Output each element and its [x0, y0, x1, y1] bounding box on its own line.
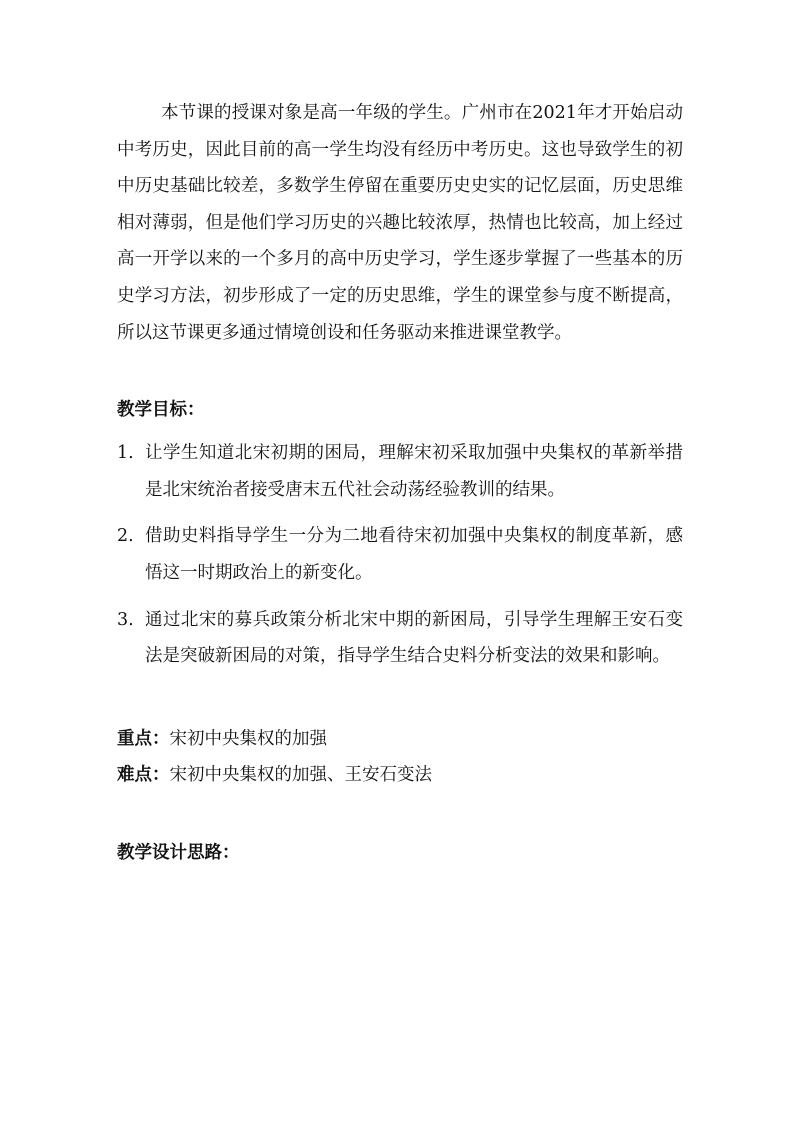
objective-text: 借助史料指导学生一分为二地看待宋初加强中央集权的制度革新，感悟这一时期政治上的新变化。 — [145, 526, 683, 583]
intro-paragraph: 本节课的授课对象是高一年级的学生。广州市在2021年才开始启动中考历史，因此目前的高一学生均没有经历中考历史。这也导致学生的初中历史基础比较差，多数学生停留在重要历史史实的记忆层面，历史思维相对薄弱，但是他们学习历史的兴趣比较浓厚，热情也比较高，加上经过高一开学以来的一个多月的高中历史学习，学生逐步掌握了一些基本的历史学习方法，初步形成了一定的历史思维，学生的课堂参与度不断提高，所以这节课更多通过情境创设和任务驱动来推进课堂教学。 — [117, 103, 683, 343]
objective-item-1 — [117, 435, 683, 508]
spacer — [117, 675, 683, 721]
objective-item-2 — [117, 518, 683, 591]
objective-number: 2. — [117, 526, 134, 547]
spacer — [117, 794, 683, 838]
difficulty-text: 宋初中央集权的加强、王安石变法 — [169, 765, 432, 786]
objectives-list — [117, 435, 683, 675]
objective-text: 通过北宋的募兵政策分析北宋中期的新困局，引导学生理解王安石变法是突破新困局的对策，指导学生结合史料分析变法的效果和影响。 — [145, 609, 683, 667]
spacer — [117, 351, 683, 395]
difficulty-label: 难点： — [117, 765, 170, 786]
design-heading: 教学设计思路： — [117, 842, 240, 863]
objective-number: 1. — [117, 443, 134, 464]
difficulty-line — [117, 757, 683, 794]
document-content — [117, 95, 683, 868]
objectives-heading: 教学目标： — [117, 400, 205, 421]
objective-number: 3. — [117, 609, 134, 630]
objective-item-3 — [117, 602, 683, 675]
key-point-text: 宋初中央集权的加强 — [169, 728, 327, 749]
key-point-label: 重点： — [117, 728, 170, 749]
objective-text: 让学生知道北宋初期的困局，理解宋初采取加强中央集权的革新举措是北宋统治者接受唐末五代社会动荡经验教训的结果。 — [145, 443, 683, 500]
key-point-line — [117, 721, 683, 758]
